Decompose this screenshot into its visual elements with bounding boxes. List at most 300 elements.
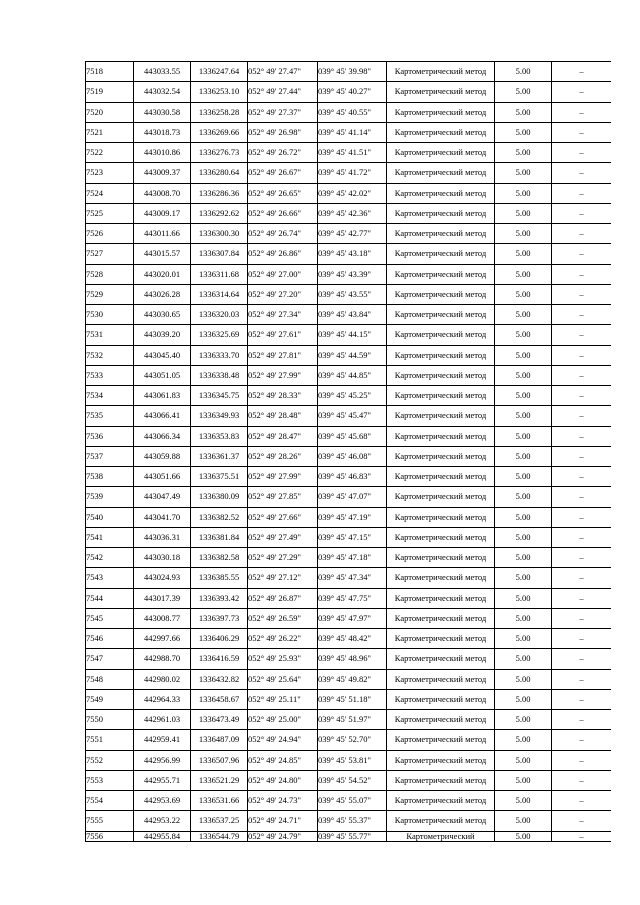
table-row (86, 689, 612, 709)
table-row (86, 710, 612, 730)
table-row (86, 568, 612, 588)
note-cell: – (552, 811, 612, 831)
method-cell: Картометрический метод (387, 710, 495, 730)
longitude-cell: 039° 45' 51.97" (318, 710, 387, 730)
method-cell: Картометрический метод (387, 730, 495, 750)
point-number-cell: 7549 (86, 689, 134, 709)
accuracy-cell: 5.00 (495, 224, 552, 244)
x-coordinate-cell: 443020.01 (134, 264, 191, 284)
accuracy-cell: 5.00 (495, 710, 552, 730)
x-coordinate-cell: 443061.83 (134, 386, 191, 406)
note-cell: – (552, 264, 612, 284)
method-cell: Картометрический метод (387, 244, 495, 264)
y-coordinate-cell: 1336382.52 (191, 507, 248, 527)
table-row (86, 507, 612, 527)
point-number-cell: 7540 (86, 507, 134, 527)
longitude-cell: 039° 45' 48.96" (318, 649, 387, 669)
note-cell: – (552, 62, 612, 82)
table-row (86, 163, 612, 183)
point-number-cell: 7522 (86, 143, 134, 163)
longitude-cell: 039° 45' 47.34" (318, 568, 387, 588)
table-row (86, 730, 612, 750)
x-coordinate-cell: 443009.37 (134, 163, 191, 183)
longitude-cell: 039° 45' 47.97" (318, 608, 387, 628)
x-coordinate-cell: 443010.86 (134, 143, 191, 163)
x-coordinate-cell: 443030.58 (134, 102, 191, 122)
longitude-cell: 039° 45' 46.83" (318, 467, 387, 487)
latitude-cell: 052° 49' 25.00" (248, 710, 318, 730)
y-coordinate-cell: 1336253.10 (191, 82, 248, 102)
accuracy-cell: 5.00 (495, 669, 552, 689)
longitude-cell: 039° 45' 42.02" (318, 183, 387, 203)
table-row (86, 386, 612, 406)
method-cell: Картометрический метод (387, 669, 495, 689)
point-number-cell: 7546 (86, 629, 134, 649)
accuracy-cell: 5.00 (495, 386, 552, 406)
point-number-cell: 7539 (86, 487, 134, 507)
x-coordinate-cell: 442953.22 (134, 811, 191, 831)
accuracy-cell: 5.00 (495, 548, 552, 568)
accuracy-cell: 5.00 (495, 122, 552, 142)
accuracy-cell: 5.00 (495, 467, 552, 487)
table-row (86, 811, 612, 831)
point-number-cell: 7544 (86, 588, 134, 608)
accuracy-cell: 5.00 (495, 608, 552, 628)
longitude-cell: 039° 45' 41.51" (318, 143, 387, 163)
point-number-cell: 7530 (86, 305, 134, 325)
x-coordinate-cell: 442997.66 (134, 629, 191, 649)
latitude-cell: 052° 49' 27.81" (248, 345, 318, 365)
y-coordinate-cell: 1336406.29 (191, 629, 248, 649)
accuracy-cell: 5.00 (495, 244, 552, 264)
y-coordinate-cell: 1336311.68 (191, 264, 248, 284)
longitude-cell: 039° 45' 41.72" (318, 163, 387, 183)
point-number-cell: 7545 (86, 608, 134, 628)
accuracy-cell: 5.00 (495, 305, 552, 325)
method-cell: Картометрический метод (387, 406, 495, 426)
x-coordinate-cell: 443066.41 (134, 406, 191, 426)
table-row (86, 467, 612, 487)
y-coordinate-cell: 1336338.48 (191, 365, 248, 385)
x-coordinate-cell: 442988.70 (134, 649, 191, 669)
note-cell: – (552, 608, 612, 628)
latitude-cell: 052° 49' 24.79" (248, 831, 318, 841)
note-cell: – (552, 284, 612, 304)
latitude-cell: 052° 49' 27.12" (248, 568, 318, 588)
latitude-cell: 052° 49' 27.37" (248, 102, 318, 122)
point-number-cell: 7541 (86, 527, 134, 547)
point-number-cell: 7533 (86, 365, 134, 385)
method-cell: Картометрический метод (387, 122, 495, 142)
y-coordinate-cell: 1336286.36 (191, 183, 248, 203)
latitude-cell: 052° 49' 26.66" (248, 203, 318, 223)
latitude-cell: 052° 49' 27.85" (248, 487, 318, 507)
latitude-cell: 052° 49' 24.80" (248, 770, 318, 790)
y-coordinate-cell: 1336385.55 (191, 568, 248, 588)
y-coordinate-cell: 1336458.67 (191, 689, 248, 709)
longitude-cell: 039° 45' 44.85" (318, 365, 387, 385)
accuracy-cell: 5.00 (495, 325, 552, 345)
x-coordinate-cell: 442964.33 (134, 689, 191, 709)
method-cell: Картометрический метод (387, 649, 495, 669)
accuracy-cell: 5.00 (495, 446, 552, 466)
latitude-cell: 052° 49' 27.20" (248, 284, 318, 304)
point-number-cell: 7553 (86, 770, 134, 790)
longitude-cell: 039° 45' 49.82" (318, 669, 387, 689)
point-number-cell: 7536 (86, 426, 134, 446)
x-coordinate-cell: 443066.34 (134, 426, 191, 446)
note-cell: – (552, 467, 612, 487)
accuracy-cell: 5.00 (495, 770, 552, 790)
note-cell: – (552, 143, 612, 163)
accuracy-cell: 5.00 (495, 527, 552, 547)
y-coordinate-cell: 1336416.59 (191, 649, 248, 669)
accuracy-cell: 5.00 (495, 750, 552, 770)
latitude-cell: 052° 49' 28.26" (248, 446, 318, 466)
table-row (86, 284, 612, 304)
point-number-cell: 7554 (86, 791, 134, 811)
y-coordinate-cell: 1336375.51 (191, 467, 248, 487)
y-coordinate-cell: 1336544.79 (191, 831, 248, 841)
table-row (86, 487, 612, 507)
note-cell: – (552, 102, 612, 122)
point-number-cell: 7531 (86, 325, 134, 345)
longitude-cell: 039° 45' 47.18" (318, 548, 387, 568)
point-number-cell: 7556 (86, 831, 134, 841)
latitude-cell: 052° 49' 27.66" (248, 507, 318, 527)
latitude-cell: 052° 49' 27.99" (248, 467, 318, 487)
method-cell: Картометрический метод (387, 608, 495, 628)
y-coordinate-cell: 1336314.64 (191, 284, 248, 304)
latitude-cell: 052° 49' 25.93" (248, 649, 318, 669)
note-cell: – (552, 710, 612, 730)
point-number-cell: 7550 (86, 710, 134, 730)
y-coordinate-cell: 1336382.58 (191, 548, 248, 568)
point-number-cell: 7526 (86, 224, 134, 244)
x-coordinate-cell: 443011.66 (134, 224, 191, 244)
point-number-cell: 7528 (86, 264, 134, 284)
y-coordinate-cell: 1336349.93 (191, 406, 248, 426)
y-coordinate-cell: 1336380.09 (191, 487, 248, 507)
y-coordinate-cell: 1336292.62 (191, 203, 248, 223)
accuracy-cell: 5.00 (495, 588, 552, 608)
longitude-cell: 039° 45' 53.81" (318, 750, 387, 770)
point-number-cell: 7534 (86, 386, 134, 406)
point-number-cell: 7548 (86, 669, 134, 689)
longitude-cell: 039° 45' 46.08" (318, 446, 387, 466)
y-coordinate-cell: 1336247.64 (191, 62, 248, 82)
accuracy-cell: 5.00 (495, 163, 552, 183)
latitude-cell: 052° 49' 26.86" (248, 244, 318, 264)
note-cell: – (552, 507, 612, 527)
method-cell: Картометрический метод (387, 527, 495, 547)
accuracy-cell: 5.00 (495, 568, 552, 588)
x-coordinate-cell: 442959.41 (134, 730, 191, 750)
latitude-cell: 052° 49' 27.00" (248, 264, 318, 284)
point-number-cell: 7542 (86, 548, 134, 568)
accuracy-cell: 5.00 (495, 102, 552, 122)
accuracy-cell: 5.00 (495, 730, 552, 750)
y-coordinate-cell: 1336325.69 (191, 325, 248, 345)
longitude-cell: 039° 45' 39.98" (318, 62, 387, 82)
accuracy-cell: 5.00 (495, 264, 552, 284)
x-coordinate-cell: 443036.31 (134, 527, 191, 547)
accuracy-cell: 5.00 (495, 629, 552, 649)
note-cell: – (552, 770, 612, 790)
point-number-cell: 7538 (86, 467, 134, 487)
point-number-cell: 7527 (86, 244, 134, 264)
table-row (86, 244, 612, 264)
method-cell: Картометрический метод (387, 507, 495, 527)
table-body (86, 62, 612, 842)
accuracy-cell: 5.00 (495, 284, 552, 304)
longitude-cell: 039° 45' 42.77" (318, 224, 387, 244)
y-coordinate-cell: 1336507.96 (191, 750, 248, 770)
accuracy-cell: 5.00 (495, 406, 552, 426)
y-coordinate-cell: 1336521.29 (191, 770, 248, 790)
longitude-cell: 039° 45' 47.15" (318, 527, 387, 547)
note-cell: – (552, 730, 612, 750)
latitude-cell: 052° 49' 24.85" (248, 750, 318, 770)
latitude-cell: 052° 49' 26.65" (248, 183, 318, 203)
y-coordinate-cell: 1336333.70 (191, 345, 248, 365)
x-coordinate-cell: 443018.73 (134, 122, 191, 142)
note-cell: – (552, 750, 612, 770)
method-cell: Картометрический метод (387, 811, 495, 831)
page-content (85, 61, 611, 845)
x-coordinate-cell: 443045.40 (134, 345, 191, 365)
table-row (86, 203, 612, 223)
note-cell: – (552, 345, 612, 365)
accuracy-cell: 5.00 (495, 649, 552, 669)
latitude-cell: 052° 49' 25.11" (248, 689, 318, 709)
accuracy-cell: 5.00 (495, 143, 552, 163)
table-row (86, 649, 612, 669)
y-coordinate-cell: 1336381.84 (191, 527, 248, 547)
x-coordinate-cell: 442956.99 (134, 750, 191, 770)
table-row (86, 365, 612, 385)
longitude-cell: 039° 45' 45.47" (318, 406, 387, 426)
method-cell: Картометрический (387, 831, 495, 841)
latitude-cell: 052° 49' 26.87" (248, 588, 318, 608)
longitude-cell: 039° 45' 55.77" (318, 831, 387, 841)
x-coordinate-cell: 442980.02 (134, 669, 191, 689)
note-cell: – (552, 365, 612, 385)
y-coordinate-cell: 1336397.73 (191, 608, 248, 628)
longitude-cell: 039° 45' 43.55" (318, 284, 387, 304)
accuracy-cell: 5.00 (495, 507, 552, 527)
longitude-cell: 039° 45' 40.55" (318, 102, 387, 122)
note-cell: – (552, 183, 612, 203)
note-cell: – (552, 669, 612, 689)
latitude-cell: 052° 49' 26.59" (248, 608, 318, 628)
accuracy-cell: 5.00 (495, 831, 552, 841)
note-cell: – (552, 122, 612, 142)
method-cell: Картометрический метод (387, 82, 495, 102)
y-coordinate-cell: 1336537.25 (191, 811, 248, 831)
note-cell: – (552, 446, 612, 466)
latitude-cell: 052° 49' 27.34" (248, 305, 318, 325)
longitude-cell: 039° 45' 44.15" (318, 325, 387, 345)
accuracy-cell: 5.00 (495, 487, 552, 507)
point-number-cell: 7521 (86, 122, 134, 142)
accuracy-cell: 5.00 (495, 791, 552, 811)
latitude-cell: 052° 49' 26.67" (248, 163, 318, 183)
x-coordinate-cell: 443039.20 (134, 325, 191, 345)
longitude-cell: 039° 45' 43.39" (318, 264, 387, 284)
latitude-cell: 052° 49' 27.29" (248, 548, 318, 568)
point-number-cell: 7524 (86, 183, 134, 203)
latitude-cell: 052° 49' 27.61" (248, 325, 318, 345)
point-number-cell: 7543 (86, 568, 134, 588)
point-number-cell: 7551 (86, 730, 134, 750)
x-coordinate-cell: 443041.70 (134, 507, 191, 527)
x-coordinate-cell: 443024.93 (134, 568, 191, 588)
note-cell: – (552, 487, 612, 507)
note-cell: – (552, 325, 612, 345)
longitude-cell: 039° 45' 41.14" (318, 122, 387, 142)
table-row (86, 264, 612, 284)
accuracy-cell: 5.00 (495, 689, 552, 709)
longitude-cell: 039° 45' 43.84" (318, 305, 387, 325)
coordinates-table (85, 61, 611, 842)
table-row (86, 831, 612, 841)
latitude-cell: 052° 49' 26.72" (248, 143, 318, 163)
latitude-cell: 052° 49' 27.44" (248, 82, 318, 102)
x-coordinate-cell: 443059.88 (134, 446, 191, 466)
table-row (86, 345, 612, 365)
latitude-cell: 052° 49' 24.71" (248, 811, 318, 831)
method-cell: Картометрический метод (387, 791, 495, 811)
method-cell: Картометрический метод (387, 548, 495, 568)
method-cell: Картометрический метод (387, 365, 495, 385)
method-cell: Картометрический метод (387, 102, 495, 122)
y-coordinate-cell: 1336353.83 (191, 426, 248, 446)
note-cell: – (552, 588, 612, 608)
longitude-cell: 039° 45' 42.36" (318, 203, 387, 223)
method-cell: Картометрический метод (387, 750, 495, 770)
x-coordinate-cell: 443033.55 (134, 62, 191, 82)
table-row (86, 629, 612, 649)
longitude-cell: 039° 45' 52.70" (318, 730, 387, 750)
y-coordinate-cell: 1336393.42 (191, 588, 248, 608)
method-cell: Картометрический метод (387, 143, 495, 163)
accuracy-cell: 5.00 (495, 426, 552, 446)
method-cell: Картометрический метод (387, 325, 495, 345)
x-coordinate-cell: 442955.84 (134, 831, 191, 841)
x-coordinate-cell: 443032.54 (134, 82, 191, 102)
y-coordinate-cell: 1336487.09 (191, 730, 248, 750)
longitude-cell: 039° 45' 48.42" (318, 629, 387, 649)
table-row (86, 588, 612, 608)
note-cell: – (552, 203, 612, 223)
method-cell: Картометрический метод (387, 183, 495, 203)
latitude-cell: 052° 49' 26.74" (248, 224, 318, 244)
latitude-cell: 052° 49' 25.64" (248, 669, 318, 689)
point-number-cell: 7555 (86, 811, 134, 831)
note-cell: – (552, 568, 612, 588)
longitude-cell: 039° 45' 45.25" (318, 386, 387, 406)
y-coordinate-cell: 1336280.64 (191, 163, 248, 183)
table-row (86, 770, 612, 790)
note-cell: – (552, 629, 612, 649)
note-cell: – (552, 527, 612, 547)
x-coordinate-cell: 443051.66 (134, 467, 191, 487)
y-coordinate-cell: 1336531.66 (191, 791, 248, 811)
table-row (86, 305, 612, 325)
note-cell: – (552, 224, 612, 244)
method-cell: Картометрический метод (387, 305, 495, 325)
point-number-cell: 7537 (86, 446, 134, 466)
latitude-cell: 052° 49' 28.33" (248, 386, 318, 406)
method-cell: Картометрический метод (387, 588, 495, 608)
note-cell: – (552, 548, 612, 568)
y-coordinate-cell: 1336345.75 (191, 386, 248, 406)
table-row (86, 183, 612, 203)
accuracy-cell: 5.00 (495, 365, 552, 385)
table-row (86, 548, 612, 568)
longitude-cell: 039° 45' 47.75" (318, 588, 387, 608)
x-coordinate-cell: 442953.69 (134, 791, 191, 811)
table-row (86, 750, 612, 770)
longitude-cell: 039° 45' 43.18" (318, 244, 387, 264)
x-coordinate-cell: 443030.65 (134, 305, 191, 325)
latitude-cell: 052° 49' 24.73" (248, 791, 318, 811)
table-row (86, 82, 612, 102)
latitude-cell: 052° 49' 26.22" (248, 629, 318, 649)
table-row (86, 62, 612, 82)
point-number-cell: 7535 (86, 406, 134, 426)
method-cell: Картометрический метод (387, 264, 495, 284)
note-cell: – (552, 831, 612, 841)
note-cell: – (552, 305, 612, 325)
longitude-cell: 039° 45' 47.19" (318, 507, 387, 527)
latitude-cell: 052° 49' 24.94" (248, 730, 318, 750)
y-coordinate-cell: 1336276.73 (191, 143, 248, 163)
point-number-cell: 7519 (86, 82, 134, 102)
longitude-cell: 039° 45' 55.07" (318, 791, 387, 811)
table-row (86, 325, 612, 345)
method-cell: Картометрический метод (387, 284, 495, 304)
latitude-cell: 052° 49' 27.47" (248, 62, 318, 82)
method-cell: Картометрический метод (387, 629, 495, 649)
note-cell: – (552, 244, 612, 264)
method-cell: Картометрический метод (387, 487, 495, 507)
table-row (86, 527, 612, 547)
x-coordinate-cell: 443026.28 (134, 284, 191, 304)
x-coordinate-cell: 443009.17 (134, 203, 191, 223)
accuracy-cell: 5.00 (495, 203, 552, 223)
method-cell: Картометрический метод (387, 467, 495, 487)
table-row (86, 446, 612, 466)
longitude-cell: 039° 45' 40.27" (318, 82, 387, 102)
table-row (86, 102, 612, 122)
longitude-cell: 039° 45' 51.18" (318, 689, 387, 709)
note-cell: – (552, 386, 612, 406)
longitude-cell: 039° 45' 47.07" (318, 487, 387, 507)
latitude-cell: 052° 49' 28.47" (248, 426, 318, 446)
method-cell: Картометрический метод (387, 224, 495, 244)
longitude-cell: 039° 45' 54.52" (318, 770, 387, 790)
y-coordinate-cell: 1336320.03 (191, 305, 248, 325)
point-number-cell: 7523 (86, 163, 134, 183)
method-cell: Картометрический метод (387, 386, 495, 406)
x-coordinate-cell: 443015.57 (134, 244, 191, 264)
table-row (86, 669, 612, 689)
latitude-cell: 052° 49' 27.99" (248, 365, 318, 385)
accuracy-cell: 5.00 (495, 345, 552, 365)
longitude-cell: 039° 45' 55.37" (318, 811, 387, 831)
